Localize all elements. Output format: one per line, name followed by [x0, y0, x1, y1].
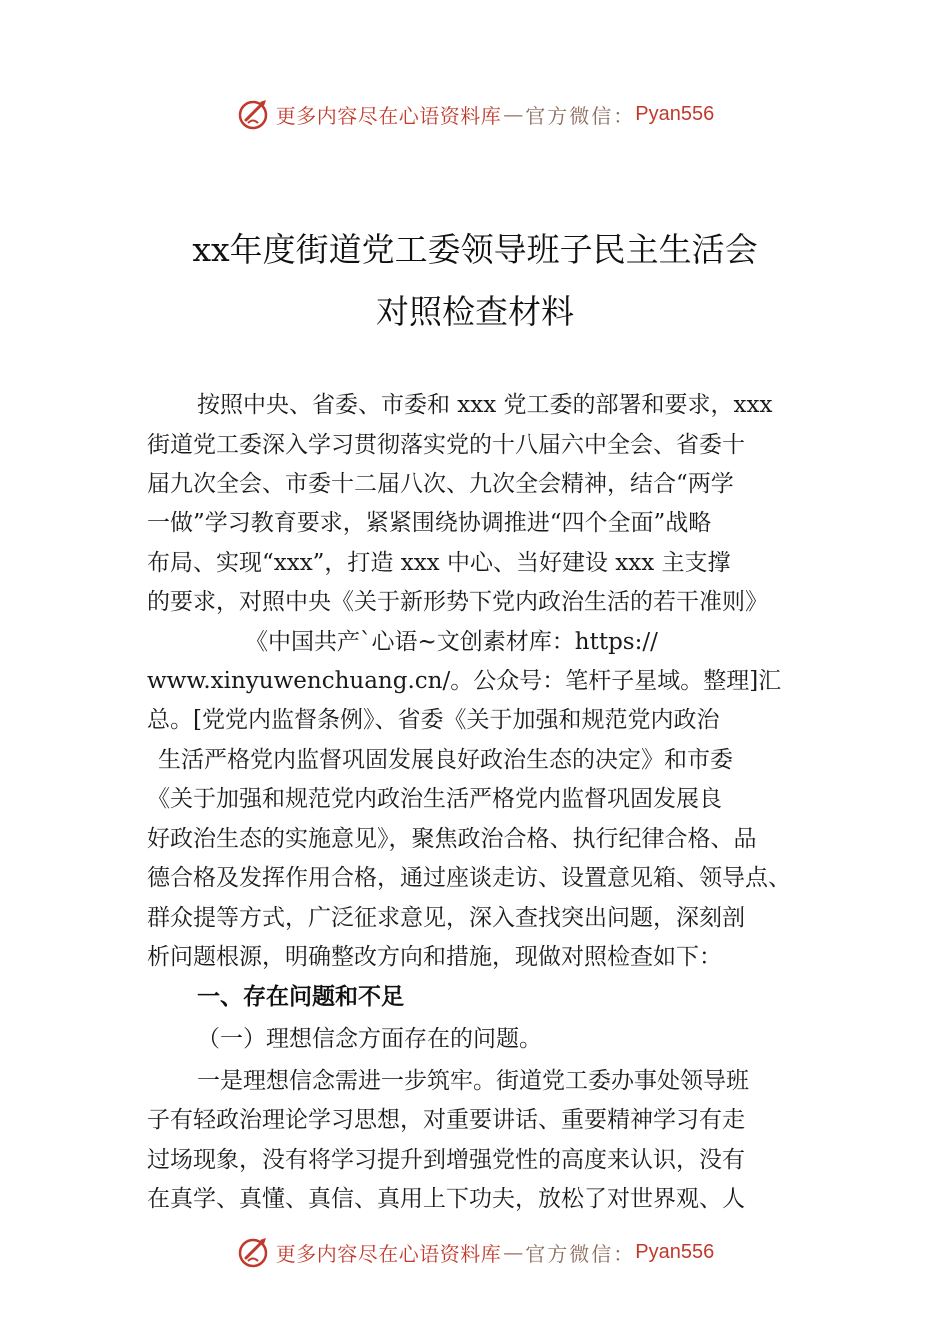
body-line: 德合格及发挥作用合格，通过座谈走访、设置意见箱、领导点、: [147, 865, 791, 891]
body-line: 析问题根源，明确整改方向和措施，现做对照检查如下：: [147, 944, 722, 970]
banner-separator: —: [503, 102, 524, 126]
section-heading: 一、存在问题和不足: [197, 984, 404, 1010]
document-title-line2: 对照检查材料: [376, 292, 574, 331]
body-line: 布局、实现“xxx”，打造 xxx 中心、当好建设 xxx 主支撑: [147, 550, 731, 576]
body-line: www.xinyuwenchuang.cn/。公众号：笔杆子星域。整理]汇: [147, 668, 782, 694]
body-line: 好政治生态的实施意见》，聚焦政治合格、执行纪律合格、品: [147, 826, 757, 852]
body-line: 街道党工委深入学习贯彻落实党的十八届六中全会、省委十: [147, 432, 745, 458]
body-line: 一是理想信念需进一步筑牢。街道党工委办事处领导班: [197, 1068, 749, 1094]
body-line: 《关于加强和规范党内政治生活严格党内监督巩固发展良: [147, 786, 722, 812]
body-line: 的要求，对照中央《关于新形势下党内政治生活的若干准则》: [147, 589, 768, 615]
body-line: 《中国共产`心语~文创素材库：https://: [245, 629, 658, 655]
banner-main-text: 更多内容尽在心语资料库: [275, 1241, 502, 1266]
banner-separator: —: [503, 1240, 524, 1264]
banner-wechat-id: Pyan556: [635, 102, 715, 125]
body-line: 一做”学习教育要求，紧紧围绕协调推进“四个全面”战略: [147, 510, 712, 536]
body-line: 过场现象，没有将学习提升到增强党性的高度来认识，没有: [147, 1147, 745, 1173]
banner-wechat-label: 官方微信：: [525, 1241, 636, 1266]
pen-logo-icon: [236, 1234, 272, 1270]
body-line: 生活严格党内监督巩固发展良好政治生态的决定》和市委: [158, 747, 733, 773]
body-line: 群众提等方式，广泛征求意见，深入查找突出问题，深刻剖: [147, 905, 745, 931]
subsection-heading: （一）理想信念方面存在的问题。: [197, 1026, 542, 1052]
body-line: 总。[党党内监督条例》、省委《关于加强和规范党内政治: [147, 707, 720, 733]
body-line: 在真学、真懂、真信、真用上下功夫，放松了对世界观、人: [147, 1186, 745, 1212]
document-title-line1: xx年度街道党工委领导班子民主生活会: [192, 230, 758, 269]
body-line: 子有轻政治理论学习思想，对重要讲话、重要精神学习有走: [147, 1107, 745, 1133]
body-line: 按照中央、省委、市委和 xxx 党工委的部署和要求，xxx: [197, 392, 773, 418]
watermark-banner-top: [0, 94, 950, 134]
body-line: 届九次全会、市委十二届八次、九次全会精神，结合“两学: [147, 471, 734, 497]
banner-main-text: 更多内容尽在心语资料库: [275, 103, 502, 128]
watermark-banner-bottom: [0, 1232, 950, 1272]
banner-wechat-id: Pyan556: [635, 1240, 715, 1263]
banner-wechat-label: 官方微信：: [525, 103, 636, 128]
pen-logo-icon: [236, 96, 272, 132]
